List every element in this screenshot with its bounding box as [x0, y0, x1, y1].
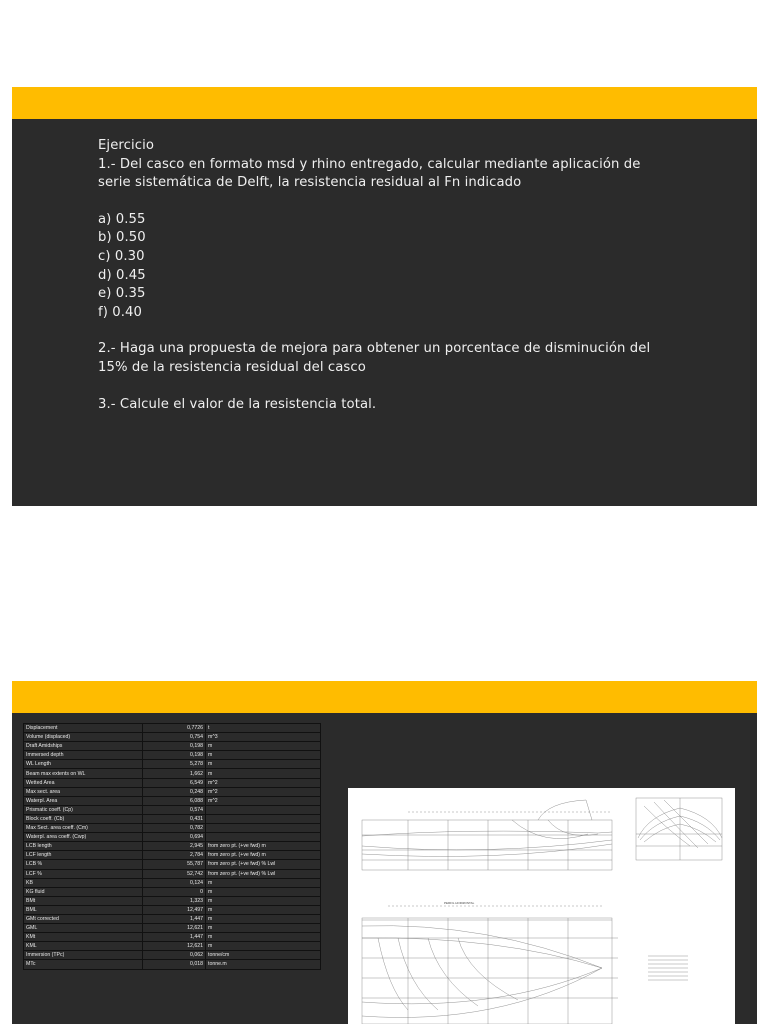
fn-options-list — [98, 211, 678, 323]
hydro-param-label: LCB length — [24, 842, 143, 851]
hydro-param-label: Block coeff. (Cb) — [24, 814, 143, 823]
table-row — [24, 878, 321, 887]
hydro-param-value: 6,088 — [143, 796, 206, 805]
table-row — [24, 960, 321, 969]
hydro-param-value: 1,447 — [143, 933, 206, 942]
profile-label: PERFIL HORIZONTAL — [444, 901, 475, 905]
hydro-param-label: KML — [24, 942, 143, 951]
option-d: d) 0.45 — [98, 267, 146, 283]
hydro-param-value: 12,497 — [143, 905, 206, 914]
hydro-param-unit: t — [206, 724, 321, 733]
table-row — [24, 842, 321, 851]
hydro-param-value: 0,754 — [143, 733, 206, 742]
table-row — [24, 905, 321, 914]
option-e: e) 0.35 — [98, 286, 146, 302]
slide-hydrostatics — [12, 681, 757, 1024]
hydro-param-unit: m — [206, 942, 321, 951]
hydro-param-value: 5,278 — [143, 760, 206, 769]
hydro-param-value: 1,447 — [143, 914, 206, 923]
hydro-param-value: 0,198 — [143, 742, 206, 751]
hydro-param-label: Waterpl. Area — [24, 796, 143, 805]
hydro-param-unit: tonne.m — [206, 960, 321, 969]
question-1-line-1: 1.- Del casco en formato msd y rhino entregado, calcular mediante aplicación de — [98, 156, 641, 172]
hydro-param-value: 12,621 — [143, 924, 206, 933]
hydro-param-unit: m — [206, 914, 321, 923]
hydro-param-value: 0,574 — [143, 805, 206, 814]
hydro-param-value: 2,945 — [143, 842, 206, 851]
hydro-param-value: 52,742 — [143, 869, 206, 878]
option-c: c) 0.30 — [98, 248, 145, 264]
hydro-param-label: Max Sect. area coeff. (Cm) — [24, 824, 143, 833]
table-row — [24, 742, 321, 751]
slide-exercise — [12, 87, 757, 506]
table-row — [24, 933, 321, 942]
table-row — [24, 942, 321, 951]
exercise-content — [98, 137, 678, 414]
hydro-param-value: 0,124 — [143, 878, 206, 887]
table-row — [24, 896, 321, 905]
hydro-param-unit: tonne/cm — [206, 951, 321, 960]
table-row — [24, 869, 321, 878]
table-row — [24, 833, 321, 842]
option-a: a) 0.55 — [98, 211, 146, 227]
hydro-param-label: Immersed depth — [24, 751, 143, 760]
hydro-param-value: 0,782 — [143, 824, 206, 833]
table-row — [24, 724, 321, 733]
hydro-param-unit: m — [206, 905, 321, 914]
hydro-param-unit — [206, 824, 321, 833]
hydro-param-label: LCB % — [24, 860, 143, 869]
hydro-param-unit: from zero pt. (+ve fwd) m — [206, 842, 321, 851]
hydro-param-label: KB — [24, 878, 143, 887]
hydro-param-label: KMt — [24, 933, 143, 942]
table-row — [24, 851, 321, 860]
table-row — [24, 760, 321, 769]
hydro-param-unit: m — [206, 769, 321, 778]
table-row — [24, 787, 321, 796]
hydro-param-label: Immersion (TPc) — [24, 951, 143, 960]
option-f: f) 0.40 — [98, 304, 143, 320]
hydro-param-label: KG fluid — [24, 887, 143, 896]
question-1-line-2: serie sistemática de Delft, la resistencia residual al Fn indicado — [98, 175, 522, 191]
hydro-param-label: Waterpl. area coeff. (Cwp) — [24, 833, 143, 842]
table-row — [24, 769, 321, 778]
hydro-param-label: GML — [24, 924, 143, 933]
hydro-param-unit: m — [206, 878, 321, 887]
hydrostatics-table — [23, 723, 321, 970]
hydro-param-value: 0,431 — [143, 814, 206, 823]
hydro-param-value: 0,248 — [143, 787, 206, 796]
hydro-param-label: Draft Amidships — [24, 742, 143, 751]
hydro-param-unit: m — [206, 887, 321, 896]
hydro-param-unit: m — [206, 751, 321, 760]
hydro-param-label: MTc — [24, 960, 143, 969]
hydro-param-label: Displacement — [24, 724, 143, 733]
hydro-param-unit: m — [206, 760, 321, 769]
hydro-param-label: GMt corrected — [24, 914, 143, 923]
hydro-param-unit — [206, 805, 321, 814]
hull-lines-svg — [348, 788, 735, 1024]
slide-header-band — [12, 681, 757, 713]
hydro-param-unit: from zero pt. (+ve fwd) m — [206, 851, 321, 860]
table-row — [24, 814, 321, 823]
hydro-param-label: LCF % — [24, 869, 143, 878]
hydro-param-label: Prismatic coeff. (Cp) — [24, 805, 143, 814]
hydro-param-value: 0,062 — [143, 951, 206, 960]
table-row — [24, 796, 321, 805]
hydro-param-value: 2,784 — [143, 851, 206, 860]
hydro-param-value: 12,621 — [143, 942, 206, 951]
table-row — [24, 805, 321, 814]
hydro-param-unit: m — [206, 896, 321, 905]
hydro-param-value: 0 — [143, 887, 206, 896]
table-row — [24, 824, 321, 833]
hydro-param-value: 55,787 — [143, 860, 206, 869]
question-3: 3.- Calcule el valor de la resistencia total. — [98, 396, 377, 412]
hydro-param-unit: m^2 — [206, 778, 321, 787]
table-row — [24, 914, 321, 923]
hydro-param-label: Max sect. area — [24, 787, 143, 796]
table-row — [24, 733, 321, 742]
table-row — [24, 887, 321, 896]
hydro-param-label: WL Length — [24, 760, 143, 769]
hydro-param-value: 6,549 — [143, 778, 206, 787]
question-2-line-1: 2.- Haga una propuesta de mejora para obtener un porcentace de disminución del — [98, 341, 651, 357]
hydro-param-unit — [206, 814, 321, 823]
hydro-param-value: 0,018 — [143, 960, 206, 969]
hydro-param-label: LCF length — [24, 851, 143, 860]
table-row — [24, 924, 321, 933]
hydro-param-unit: from zero pt. (+ve fwd) % Lwl — [206, 860, 321, 869]
hydro-param-label: Wetted Area — [24, 778, 143, 787]
hydro-param-unit — [206, 833, 321, 842]
hydro-param-label: BMt — [24, 896, 143, 905]
hydro-param-label: Volume (displaced) — [24, 733, 143, 742]
hydro-param-label: Beam max extents on WL — [24, 769, 143, 778]
hydro-param-value: 1,323 — [143, 896, 206, 905]
hydro-param-value: 0,198 — [143, 751, 206, 760]
table-row — [24, 951, 321, 960]
hydro-param-label: BML — [24, 905, 143, 914]
hydro-param-unit: m^2 — [206, 787, 321, 796]
question-2-line-2: 15% de la resistencia residual del casco — [98, 359, 366, 375]
hydro-param-unit: from zero pt. (+ve fwd) % Lwl — [206, 869, 321, 878]
exercise-title: Ejercicio — [98, 138, 155, 153]
hull-lines-drawing — [348, 788, 735, 1024]
hydro-param-unit: m^3 — [206, 733, 321, 742]
hydro-param-unit: m — [206, 924, 321, 933]
table-row — [24, 778, 321, 787]
slide-header-band — [12, 87, 757, 119]
hydro-param-value: 0,694 — [143, 833, 206, 842]
table-row — [24, 751, 321, 760]
hydro-param-unit: m — [206, 742, 321, 751]
hydro-param-value: 0,7726 — [143, 724, 206, 733]
hydro-param-unit: m^2 — [206, 796, 321, 805]
table-row — [24, 860, 321, 869]
hydro-param-value: 1,662 — [143, 769, 206, 778]
hydro-param-unit: m — [206, 933, 321, 942]
option-b: b) 0.50 — [98, 230, 146, 246]
